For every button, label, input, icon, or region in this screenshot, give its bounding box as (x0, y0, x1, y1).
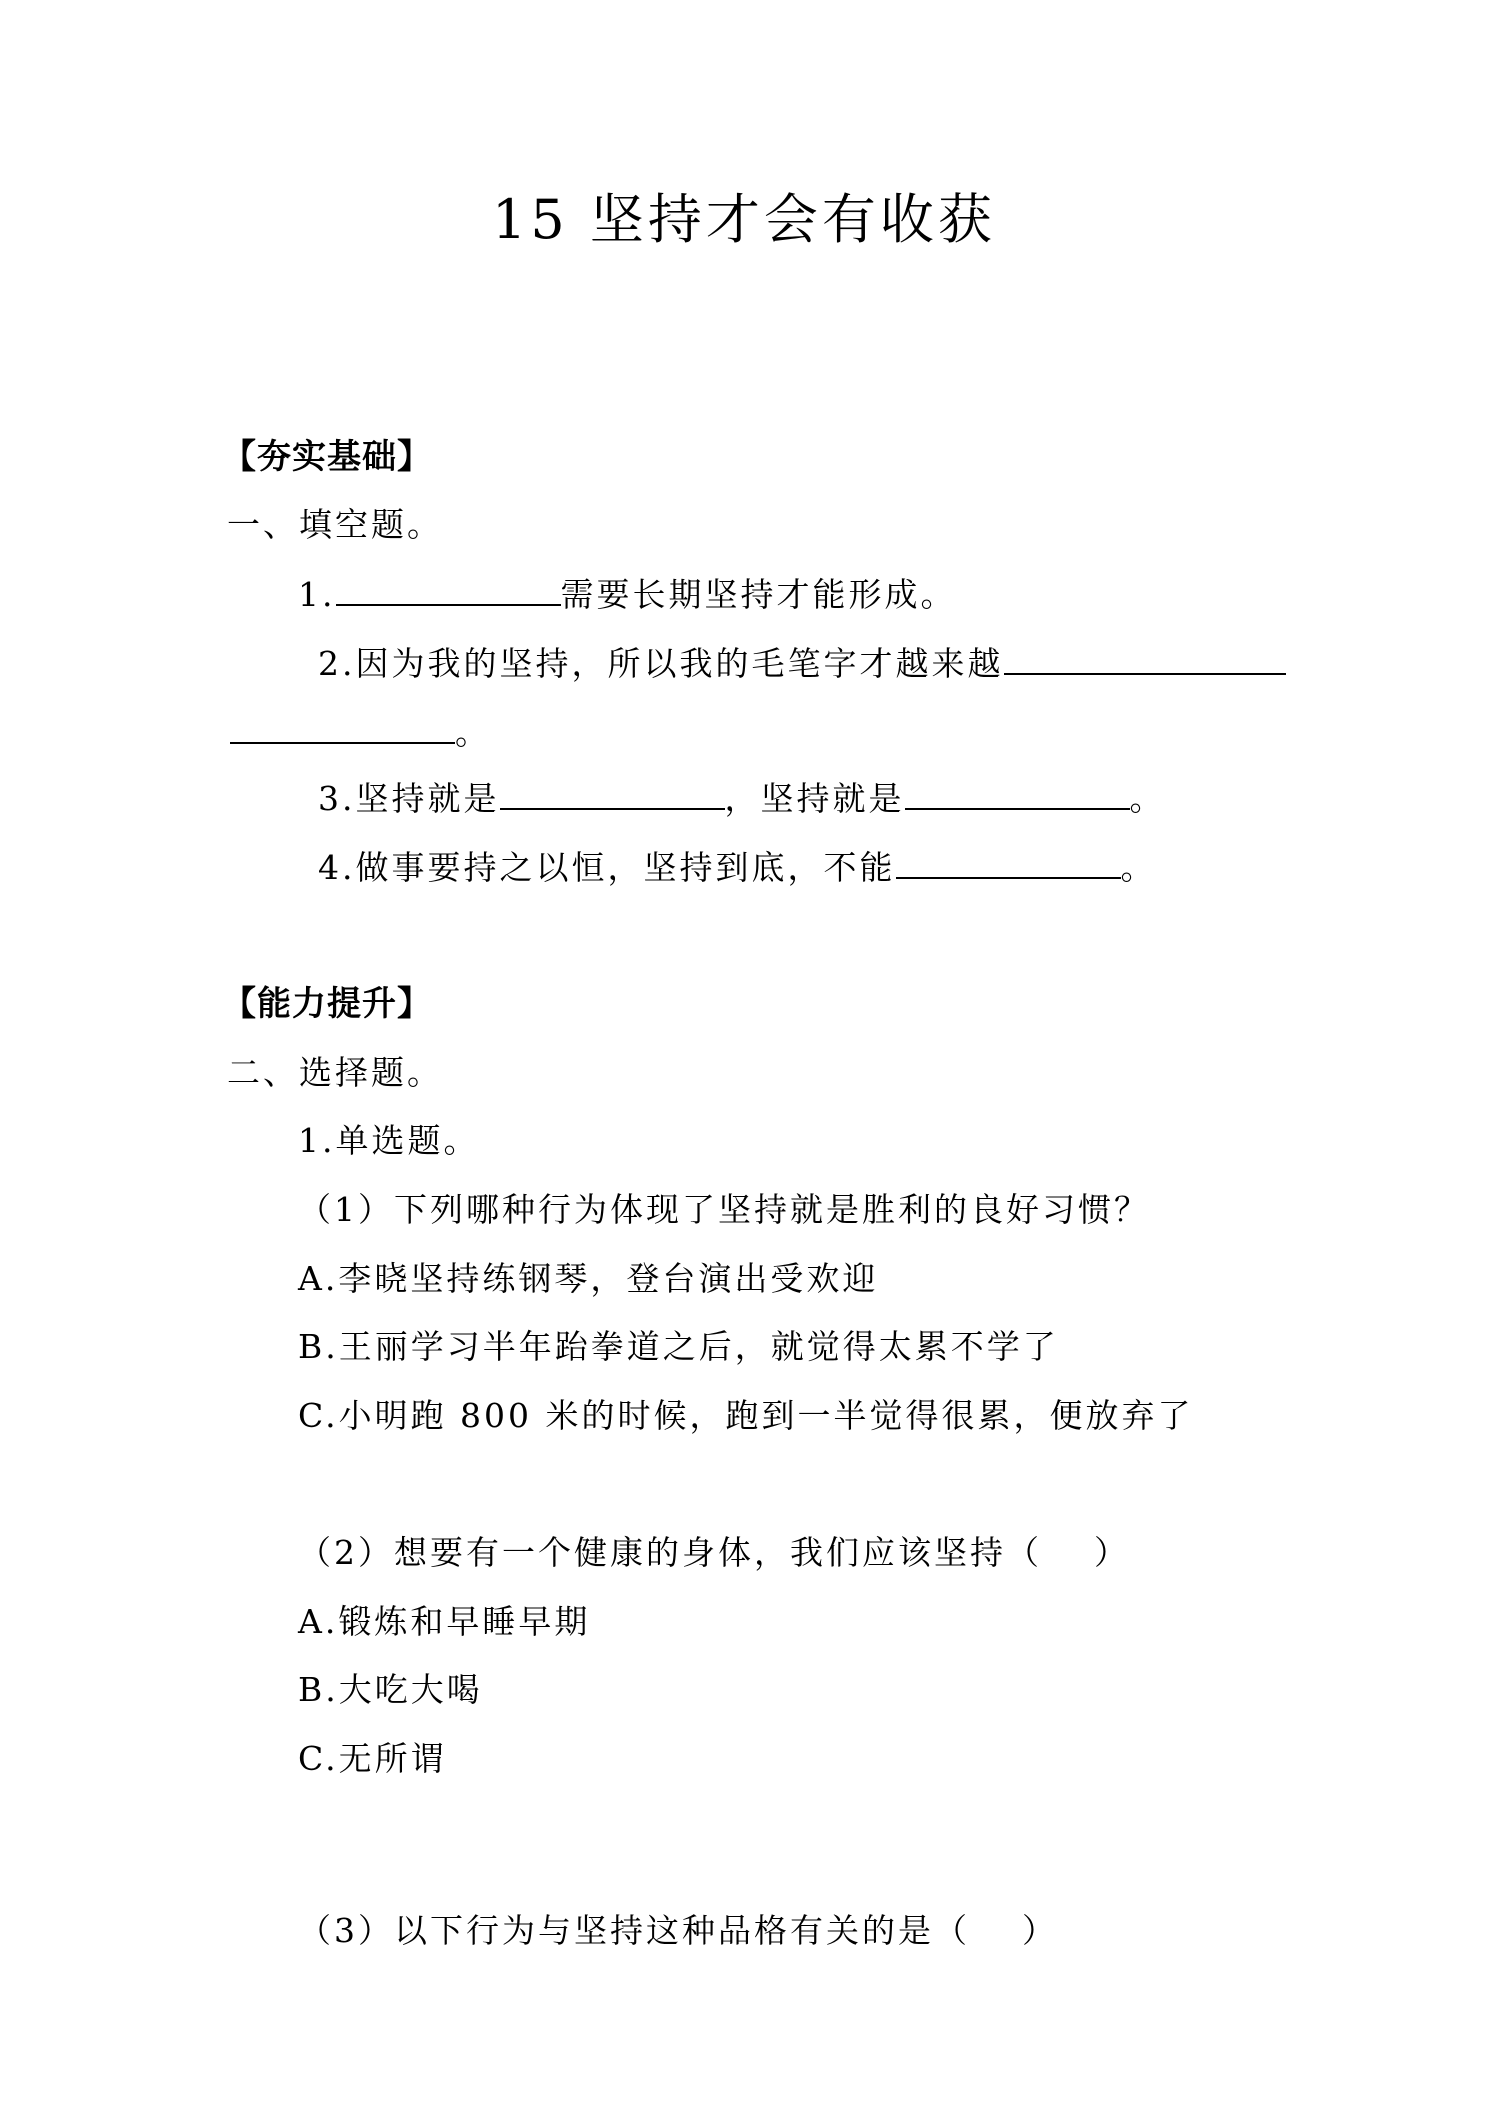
option-a[interactable]: A.李晓坚持练钢琴，登台演出受欢迎 (298, 1259, 879, 1298)
question-text: （3）以下行为与坚持这种品格有关的是（ (298, 1911, 970, 1950)
punctuation: 。 (1129, 779, 1166, 818)
punctuation: ） (1094, 1533, 1130, 1572)
option-a[interactable]: A.锻炼和早睡早期 (298, 1602, 591, 1641)
answer-blank[interactable] (905, 778, 1130, 810)
answer-blank[interactable] (230, 712, 455, 744)
option-c[interactable]: C.无所谓 (298, 1739, 447, 1778)
option-c[interactable]: C.小明跑 800 米的时候，跑到一半觉得很累，便放弃了 (298, 1396, 1194, 1435)
option-b[interactable]: B.王丽学习半年跆拳道之后，就觉得太累不学了 (298, 1327, 1059, 1366)
answer-blank[interactable] (336, 574, 561, 606)
option-b[interactable]: B.大吃大喝 (298, 1670, 483, 1709)
section-heading-basics: 【夯实基础】 (222, 437, 432, 477)
question-text: （2）想要有一个健康的身体，我们应该坚持（ (298, 1533, 1042, 1572)
question-1-4 (318, 847, 1157, 888)
question-text: 2.因为我的坚持，所以我的毛笔字才越来越 (318, 644, 1004, 683)
question-2-2-stem (298, 1533, 1130, 1573)
question-number: 1. (298, 575, 336, 614)
section-heading-improvement: 【能力提升】 (222, 984, 432, 1024)
single-choice-label: 1.单选题。 (298, 1121, 480, 1160)
question-1-3 (318, 778, 1166, 819)
question-2-3-stem (298, 1911, 1058, 1951)
question-1-1 (298, 574, 957, 615)
question-2-1-stem: （1）下列哪种行为体现了坚持就是胜利的良好习惯？ (298, 1190, 1150, 1229)
punctuation: ） (1022, 1911, 1058, 1950)
question-text: 4.做事要持之以恒，坚持到底，不能 (318, 848, 896, 887)
part-multiple-choice: 二、选择题。 (227, 1053, 443, 1092)
punctuation: 。 (1120, 848, 1157, 887)
answer-blank[interactable] (896, 847, 1121, 879)
question-1-2-continued (230, 712, 491, 753)
answer-blank[interactable] (500, 778, 725, 810)
question-text: 3.坚持就是 (318, 779, 500, 818)
question-1-2 (318, 643, 1286, 684)
question-text: 需要长期坚持才能形成。 (560, 575, 957, 614)
page-title: 15 坚持才会有收获 (492, 188, 996, 251)
answer-blank[interactable] (1004, 643, 1286, 675)
punctuation: 。 (455, 713, 491, 752)
part-fill-in-blank: 一、填空题。 (227, 505, 443, 544)
question-text: ，坚持就是 (724, 779, 905, 818)
